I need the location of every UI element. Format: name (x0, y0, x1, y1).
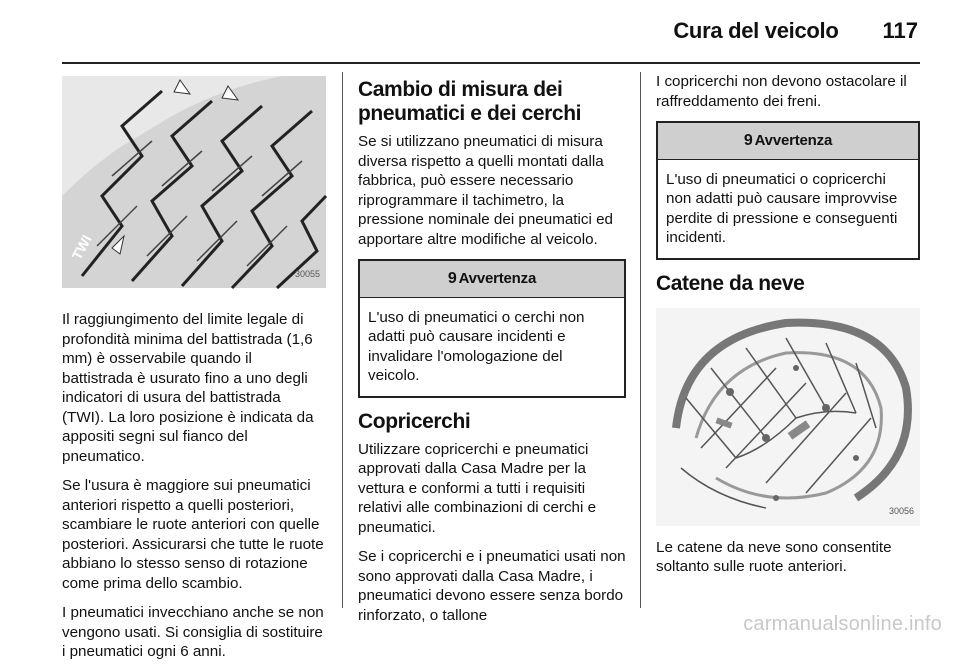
warning-text: L'uso di pneumatici o cerchi non adatti può causare incidenti e invalidare l'omologazione del veicolo. (368, 308, 585, 384)
page-header (673, 18, 918, 44)
section-title: Cura del veicolo (673, 18, 839, 43)
section-heading: Cambio di misura dei pneumatici e dei cerchi (358, 78, 582, 125)
warning-header (658, 123, 918, 160)
warning-text: L'uso di pneumatici o copricerchi non adatti può causare improvvise perdite di pressione e conseguenti incidenti. (666, 170, 898, 246)
paragraph: I copricerchi non devono ostacolare il raffreddamento dei freni. (656, 73, 907, 110)
paragraph: Se l'usura è maggiore sui pneumatici anteriori rispetto a quelli posteriori, scambiare le ruote anteriori con quelle posteriori. Assicurarsi che tutte le ruote abbiano lo stesso senso di rotazione come prima dello scambio. (62, 477, 324, 592)
tyre-tread-illustration (62, 76, 326, 288)
twi-label: TWI (68, 232, 95, 263)
warning-icon: 9 (447, 270, 457, 287)
image-number: 30056 (888, 506, 914, 516)
warning-box (358, 259, 626, 398)
warning-box (656, 121, 920, 260)
paragraph: Se i copricerchi e i pneumatici usati non sono approvati dalla Casa Madre, i pneumatici devono essere senza bordo rinforzato, o tallone (358, 548, 626, 624)
paragraph: I pneumatici invecchiano anche se non vengono usati. Si consiglia di sostituire i pneumatici ogni 6 anni. (62, 604, 324, 660)
paragraph: Se si utilizzano pneumatici di misura diversa rispetto a quelli montati dalla fabbrica, può essere necessario riprogrammare il tachimetro, la pressione nominale dei pneumatici ed apportare altre modifiche al veicolo. (358, 133, 613, 248)
page-number: 117 (882, 18, 918, 43)
paragraph: Le catene da neve sono consentite soltanto sulle ruote anteriori. (656, 538, 892, 575)
image-number: 30055 (294, 268, 320, 279)
paragraph: Il raggiungimento del limite legale di profondità minima del battistrada (1,6 mm) è osservabile quando il battistrada è usurato fino a uno degli indicatori di usura del battistrada (TWI). La loro posizione è indicata da appositi segni sul fianco del pneumatico. (62, 311, 314, 465)
snow-chain-drawing (656, 308, 920, 526)
column-divider (342, 72, 343, 608)
column-1 (62, 72, 326, 672)
warning-icon: 9 (743, 132, 753, 149)
section-heading: Catene da neve (656, 271, 805, 295)
paragraph: Utilizzare copricerchi e pneumatici approvati dalla Casa Madre per la vettura e conformi a tutti i requisiti relativi alle combinazioni di cerchi e pneumatici. (358, 440, 597, 536)
column-divider (640, 72, 641, 608)
column-2 (358, 72, 626, 635)
warning-header (360, 261, 624, 298)
column-3 (656, 72, 920, 587)
section-heading: Copricerchi (358, 409, 471, 433)
warning-title: Avvertenza (754, 132, 833, 149)
snow-chain-illustration (656, 308, 920, 526)
watermark: carmanualsonline.info (743, 613, 942, 635)
header-rule (62, 62, 920, 64)
tyre-tread-drawing (62, 76, 326, 288)
warning-title: Avvertenza (458, 270, 537, 287)
